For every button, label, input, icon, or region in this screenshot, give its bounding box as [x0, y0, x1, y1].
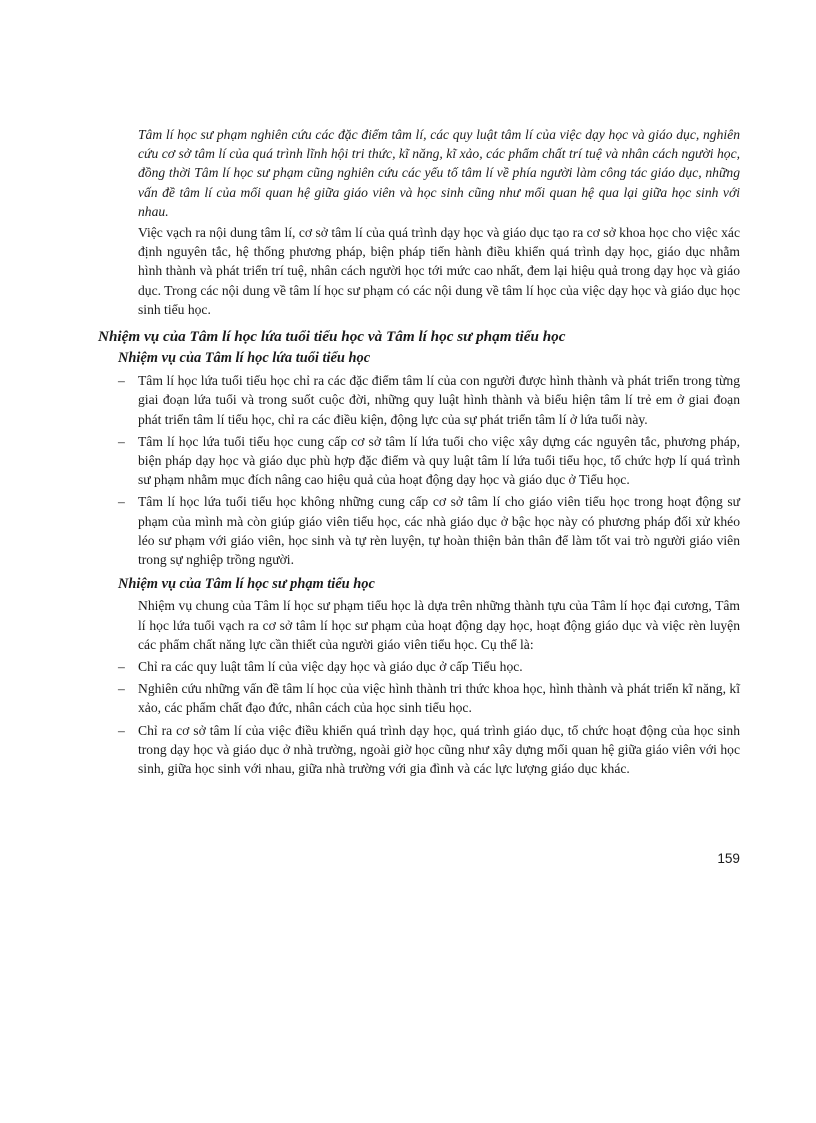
subsection-heading-lua-tuoi: Nhiệm vụ của Tâm lí học lứa tuổi tiểu học [118, 350, 371, 367]
lua-tuoi-task-list [98, 371, 740, 569]
list-item [118, 657, 740, 676]
dash-bullet: – [118, 494, 125, 510]
list-item [118, 371, 740, 429]
su-pham-paragraph: Nhiệm vụ chung của Tâm lí học sư phạm tiểu học là dựa trên những thành tựu của Tâm lí học đại cương, Tâm lí học lứa tuổi vạch ra cơ sở tâm lí học sư phạm của hoạt động dạy học, hoạt động giáo dục và việc rèn luyện các phẩm chất năng lực cần thiết của người giáo viên tiểu học. Cụ thể là: [138, 598, 740, 652]
list-item [118, 679, 740, 717]
list-item-text: Chỉ ra các quy luật tâm lí của việc dạy học và giáo dục ở cấp Tiểu học. [138, 659, 523, 675]
page-content [98, 125, 740, 778]
dash-bullet: – [118, 433, 125, 449]
dash-bullet: – [118, 722, 125, 738]
section-heading: Nhiệm vụ của Tâm lí học lứa tuổi tiểu học và Tâm lí học sư phạm tiểu học [98, 328, 566, 346]
dash-bullet: – [118, 659, 125, 675]
su-pham-task-list [98, 657, 740, 778]
intro-paragraph: Việc vạch ra nội dung tâm lí, cơ sở tâm lí của quá trình dạy học và giáo dục tạo ra cơ sở khoa học cho việc xác định nguyên tắc, hệ thống phương pháp, biện pháp tiến hành điều khiển quá trình dạy học, giáo dục nhằm hình thành và phát triển trí tuệ, nhân cách người học tới mức cao nhất, đem lại hiệu quả trong dạy học và giáo dục. Trong các nội dung về tâm lí học sư phạm có các nội dung về tâm lí học của việc dạy học và giáo dục học sinh tiểu học. [138, 225, 740, 317]
list-item [118, 432, 740, 490]
list-item-text: Nghiên cứu những vấn đề tâm lí học của việc hình thành tri thức khoa học, hình thành và phát triển kĩ năng, kĩ xảo, các phẩm chất đạo đức, nhân cách của học sinh tiểu học. [138, 681, 740, 716]
subsection-heading-su-pham: Nhiệm vụ của Tâm lí học sư phạm tiểu học [118, 576, 375, 593]
list-item [118, 721, 740, 779]
list-item-text: Tâm lí học lứa tuổi tiểu học cung cấp cơ sở tâm lí lứa tuổi cho việc xây dựng các nguyên tắc, phương pháp, biện pháp dạy học và giáo dục phù hợp đặc điểm và quy luật tâm lí lứa tuổi tiểu học, tổ chức hợp lí quá trình sư phạm nhằm mục đích nâng cao hiệu quả của hoạt động dạy học và giáo dục ở Tiểu học. [138, 433, 740, 488]
list-item-text: Tâm lí học lứa tuổi tiểu học chỉ ra các đặc điểm tâm lí của con người được hình thành và phát triển trong từng giai đoạn lứa tuổi và trong suốt cuộc đời, những quy luật hình thành và biểu hiện tâm lí trẻ em ở giai đoạn phát triển tâm lí tiểu học, chỉ ra các điều kiện, động lực của sự phát triển tâm lí ở lứa tuổi này. [138, 373, 740, 427]
list-item [118, 492, 740, 569]
list-item-text: Tâm lí học lứa tuổi tiểu học không những cung cấp cơ sở tâm lí cho giáo viên tiểu học trong hoạt động sư phạm của mình mà còn giúp giáo viên tiểu học, các nhà giáo dục ở bậc học này có phương pháp đối xử khéo léo sư phạm với giáo viên, học sinh và tự rèn luyện, tự hoàn thiện bản thân để làm tốt vai trò người giáo viên trong sự nghiệp trồng người. [138, 494, 740, 568]
intro-italic-paragraph: Tâm lí học sư phạm nghiên cứu các đặc điểm tâm lí, các quy luật tâm lí của việc dạy học và giáo dục, nghiên cứu cơ sở tâm lí của quá trình lĩnh hội tri thức, kĩ năng, kĩ xảo, các phẩm chất trí tuệ và nhân cách người học, đồng thời Tâm lí học sư phạm cũng nghiên cứu các yếu tố tâm lí về phía người làm công tác giáo dục, những vấn đề tâm lí của mối quan hệ giữa giáo viên và học sinh cũng như mối quan hệ qua lại giữa học sinh với nhau. [138, 127, 740, 219]
dash-bullet: – [118, 373, 125, 389]
list-item-text: Chỉ ra cơ sở tâm lí của việc điều khiển quá trình dạy học, quá trình giáo dục, tổ chức hoạt động của học sinh trong dạy học và giáo dục ở nhà trường, ngoài giờ học cũng như xây dựng mối quan hệ giữa giáo viên với học sinh, giữa học sinh với nhau, giữa nhà trường với gia đình và các lực lượng giáo dục khác. [138, 722, 740, 777]
page-number: 159 [717, 851, 740, 866]
dash-bullet: – [118, 681, 125, 697]
